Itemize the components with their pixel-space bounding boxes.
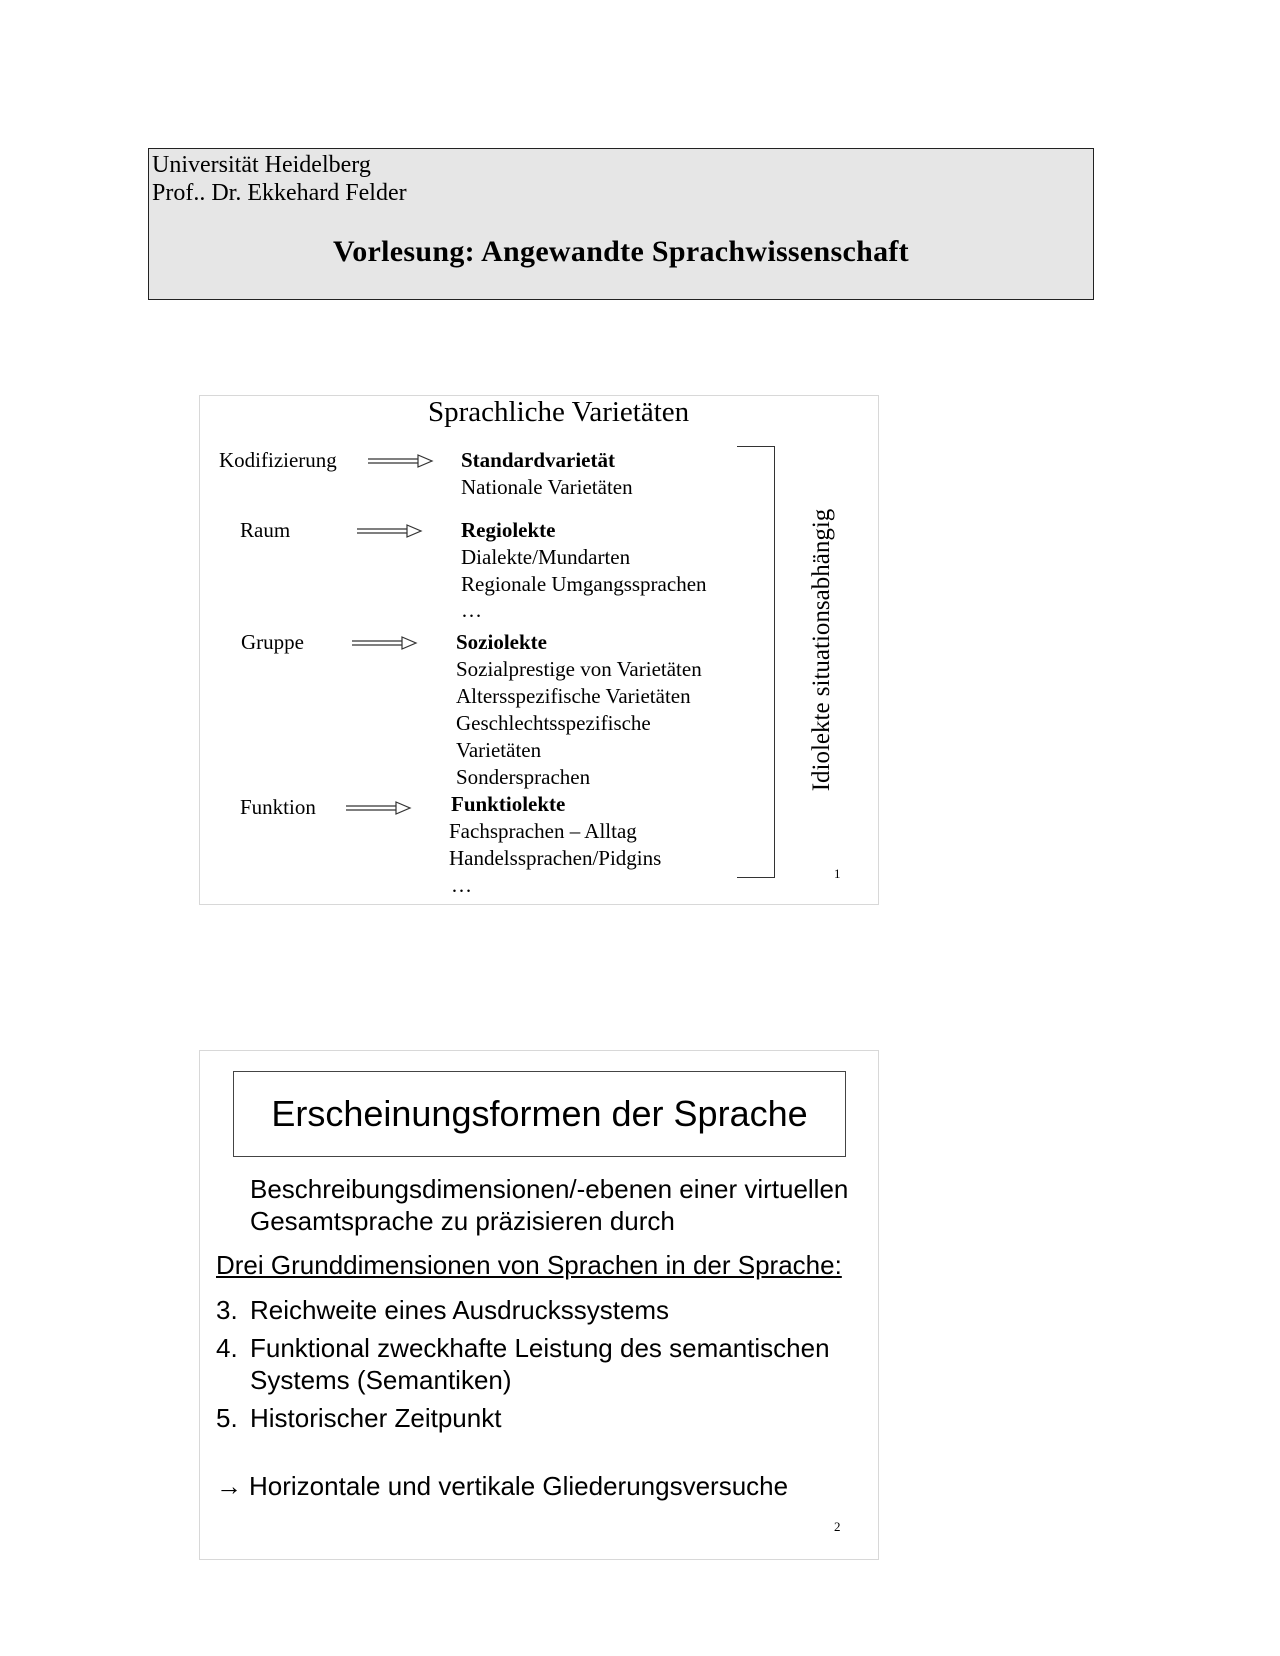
slide-title-box [233,1071,846,1157]
intro-line: Gesamtsprache zu präzisieren durch [250,1206,675,1236]
variety-item: Geschlechtsspezifische [456,711,651,735]
page-number: 2 [834,1519,841,1534]
variety-item: Regionale Umgangssprachen [461,572,707,596]
variety-heading: Regiolekte [461,518,556,542]
variety-heading: Soziolekte [456,630,547,654]
variety-item: Fachsprachen – Alltag [449,819,637,843]
header-box [148,148,1094,300]
variety-item: Varietäten [456,738,542,762]
intro-line: Beschreibungsdimensionen/-ebenen einer virtuellen [250,1174,849,1204]
page-number: 1 [834,866,841,881]
variety-item: … [461,598,482,622]
list-item: Systems (Semantiken) [250,1365,512,1395]
professor-name: Prof.. Dr. Ekkehard Felder [152,180,407,206]
slide-title: Erscheinungsformen der Sprache [271,1093,808,1134]
arrow-icon [368,454,434,468]
variety-heading: Standardvarietät [461,448,615,472]
criterion-label: Funktion [240,795,316,819]
criterion-label: Kodifizierung [219,448,337,472]
variety-item: Dialekte/Mundarten [461,545,631,569]
variety-item: Sondersprachen [456,765,591,789]
list-item: Funktional zweckhafte Leistung des semantischen [250,1333,830,1363]
list-item: Reichweite eines Ausdruckssystems [250,1295,670,1325]
arrow-icon [357,524,423,538]
slide-language-forms [199,1050,879,1560]
slide-title: Sprachliche Varietäten [428,396,690,428]
variety-item: … [451,873,472,897]
arrow-icon [346,801,412,815]
criterion-label: Raum [240,518,291,542]
list-number: 5. [216,1403,238,1433]
arrow-icon [352,636,418,650]
subheading: Drei Grunddimensionen von Sprachen in der Sprache: [216,1250,842,1280]
list-item: Historischer Zeitpunkt [250,1403,502,1433]
course-title: Vorlesung: Angewandte Sprachwissenschaft [333,235,909,268]
variety-heading: Funktiolekte [451,792,566,816]
arrow-right-icon: → [216,1471,242,1501]
variety-item: Nationale Varietäten [461,475,633,499]
variety-item: Altersspezifische Varietäten [456,684,691,708]
idiolect-bracket [737,446,775,878]
criterion-label: Gruppe [241,630,304,654]
slide-varieties [199,395,879,905]
variety-item: Handelssprachen/Pidgins [449,846,662,870]
conclusion: Horizontale und vertikale Gliederungsversuche [249,1471,789,1501]
variety-item: Sozialprestige von Varietäten [456,657,702,681]
list-number: 3. [216,1295,238,1325]
university-name: Universität Heidelberg [152,152,371,178]
vertical-label: Idiolekte situationsabhängig [808,508,835,792]
list-number: 4. [216,1333,238,1363]
